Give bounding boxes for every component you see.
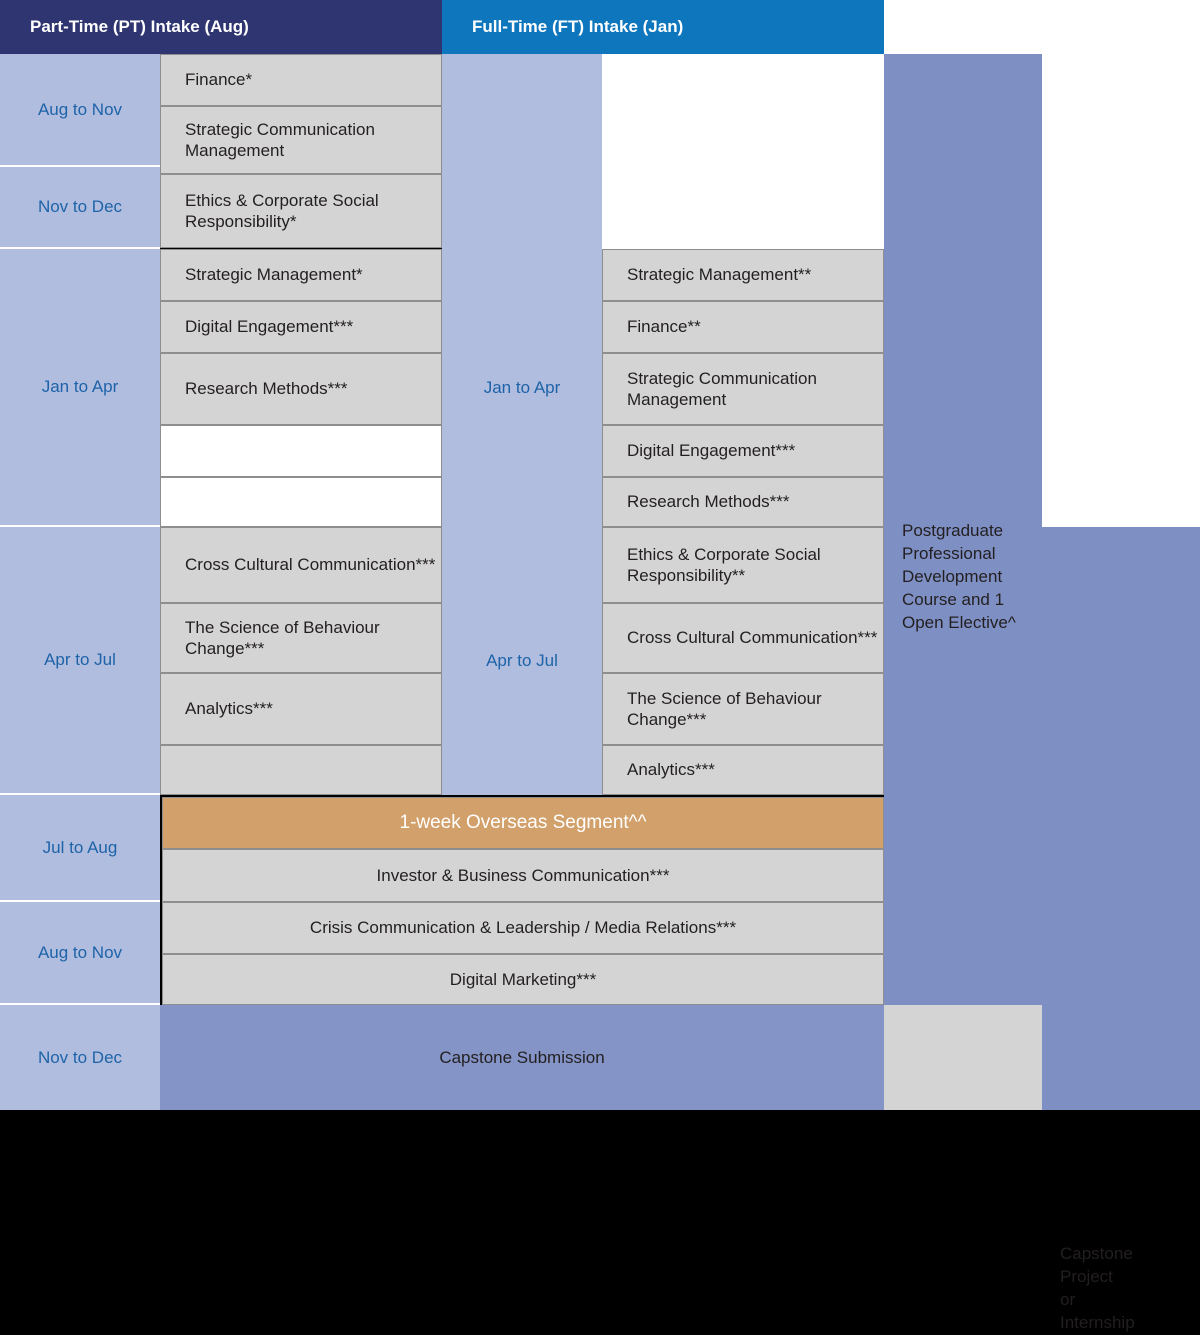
module-ft-ethics-csr: Ethics & Corporate Social Responsibility** [602, 527, 884, 603]
pgpd-column-bottom-spacer [884, 1005, 1042, 1110]
header-full-time: Full-Time (FT) Intake (Jan) [442, 0, 884, 54]
ft-modules-empty-top [602, 54, 884, 249]
module-pt-blank-3 [160, 745, 442, 795]
module-ft-research-methods: Research Methods*** [602, 477, 884, 527]
module-ft-analytics: Analytics*** [602, 745, 884, 795]
module-pt-blank-2 [160, 477, 442, 527]
module-ft-strategic-management: Strategic Management** [602, 249, 884, 301]
header-part-time: Part-Time (PT) Intake (Aug) [0, 0, 442, 54]
module-pt-digital-engagement: Digital Engagement*** [160, 301, 442, 353]
pt-period-jul-to-aug: Jul to Aug [0, 795, 160, 902]
module-crisis-comm-leadership: Crisis Communication & Leadership / Media Relations*** [162, 902, 884, 954]
pt-period-apr-to-jul: Apr to Jul [0, 527, 160, 795]
pt-period-aug-to-nov-2: Aug to Nov [0, 902, 160, 1005]
pt-period-aug-to-nov: Aug to Nov [0, 54, 160, 167]
module-pt-blank-1 [160, 425, 442, 477]
module-pt-cross-cultural-comm: Cross Cultural Communication*** [160, 527, 442, 603]
module-ft-digital-engagement: Digital Engagement*** [602, 425, 884, 477]
module-pt-strategic-management: Strategic Management* [160, 249, 442, 301]
module-ft-finance: Finance** [602, 301, 884, 353]
module-capstone-submission: Capstone Submission [160, 1005, 884, 1110]
module-digital-marketing: Digital Marketing*** [162, 954, 884, 1005]
module-ft-strategic-comm-mgmt: Strategic Communication Management [602, 353, 884, 425]
module-ft-cross-cultural-comm: Cross Cultural Communication*** [602, 603, 884, 673]
capstone-project-column [1042, 527, 1200, 1332]
ft-period-jan-to-apr: Jan to Apr [442, 249, 602, 527]
module-investor-business-comm: Investor & Business Communication*** [162, 849, 884, 902]
module-ft-science-behaviour-change: The Science of Behaviour Change*** [602, 673, 884, 745]
pt-period-jan-to-apr: Jan to Apr [0, 249, 160, 527]
module-pt-science-behaviour-change: The Science of Behaviour Change*** [160, 603, 442, 673]
module-pt-research-methods: Research Methods*** [160, 353, 442, 425]
pt-period-nov-to-dec-2: Nov to Dec [0, 1005, 160, 1110]
capstone-project-label: Capstone Project or Internship [1060, 1244, 1135, 1332]
ft-period-apr-to-jul: Apr to Jul [442, 527, 602, 795]
module-pt-finance: Finance* [160, 54, 442, 106]
module-pt-ethics-csr: Ethics & Corporate Social Responsibility* [160, 174, 442, 248]
pgpd-column [884, 54, 1042, 1005]
pgpd-label: Postgraduate Professional Development Course and 1 Open Elective^ [902, 521, 1016, 632]
ft-period-spacer [442, 54, 602, 249]
module-pt-analytics: Analytics*** [160, 673, 442, 745]
module-overseas-segment: 1-week Overseas Segment^^ [162, 797, 884, 849]
header-spacer [884, 0, 1200, 54]
module-pt-strategic-comm-mgmt: Strategic Communication Management [160, 106, 442, 174]
pt-period-nov-to-dec: Nov to Dec [0, 167, 160, 249]
capstone-column-empty-top [1042, 54, 1200, 527]
